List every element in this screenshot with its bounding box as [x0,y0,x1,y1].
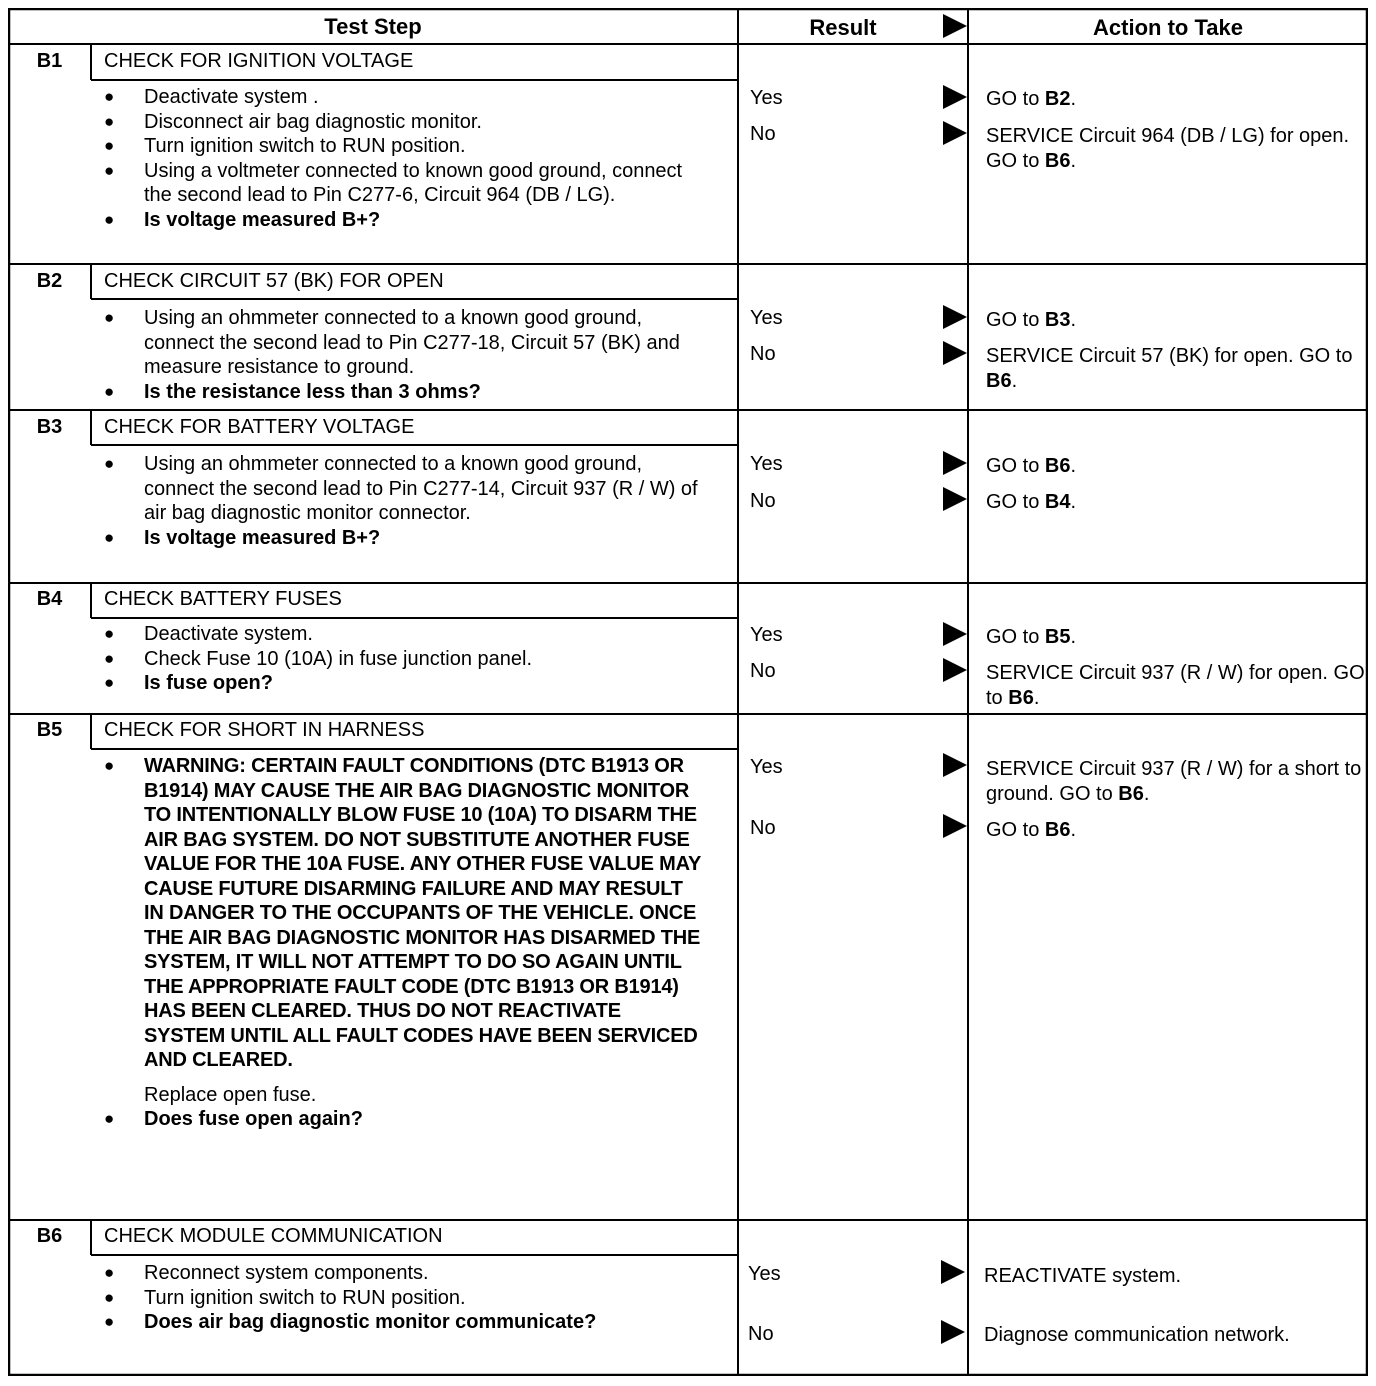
result-yes: Yes [750,307,783,329]
arrow-icon [943,658,967,682]
step-title: CHECK BATTERY FUSES [104,588,342,610]
step-items [104,1261,724,1335]
action-text: GO to B5. [986,626,1077,648]
step-question: ● Is voltage measured B+? [104,208,724,233]
arrow-icon [941,1320,965,1344]
arrow-icon [943,487,967,511]
step-question: ● Is the resistance less than 3 ohms? [104,380,724,405]
arrow-icon [943,85,967,109]
action-text: Diagnose communication network. [984,1324,1290,1346]
result-yes: Yes [750,87,783,109]
step-item: ● Reconnect system components. [104,1261,724,1286]
action-text: SERVICE Circuit 57 (BK) for open. GO to B6. [986,345,1353,392]
step-code: B2 [36,270,63,292]
step-item: ● Using a voltmeter connected to known good ground, connect the second lead to Pin C277-6, Circuit 964 (DB / LG). [104,159,704,208]
step-question: ● Does air bag diagnostic monitor communicate? [104,1310,724,1335]
step-item: ● Deactivate system. [104,622,724,647]
step-title: CHECK FOR IGNITION VOLTAGE [104,50,414,72]
arrow-icon [943,121,967,145]
arrow-icon [943,753,967,777]
step-item: ● Turn ignition switch to RUN position. [104,134,724,159]
diagnostic-table [8,8,1368,1376]
step-item: Replace open fuse. [144,1083,317,1106]
arrow-icon [943,341,967,365]
step-item: ● Turn ignition switch to RUN position. [104,1286,724,1311]
step-code: B6 [36,1225,63,1247]
result-yes: Yes [748,1263,781,1285]
step-item: ● Disconnect air bag diagnostic monitor. [104,110,724,135]
arrow-icon [943,451,967,475]
step-items [104,306,724,404]
step-items [104,622,724,696]
arrow-icon [943,814,967,838]
arrow-icon [943,622,967,646]
action-text: SERVICE Circuit 964 (DB / LG) for open. GO to B6. [986,125,1350,172]
result-yes: Yes [750,756,783,778]
step-question: ● Is fuse open? [104,671,724,696]
action-text: GO to B6. [986,455,1077,477]
action-text: GO to B3. [986,309,1077,331]
arrow-icon [943,14,967,38]
step-question: ● Does fuse open again? [104,1107,724,1132]
result-yes: Yes [750,453,783,475]
step-item: ● Deactivate system . [104,85,724,110]
header-test-step: Test Step [324,14,422,39]
step-title: CHECK MODULE COMMUNICATION [104,1225,443,1247]
action-text: SERVICE Circuit 937 (R / W) for open. GO to B6. [986,662,1365,709]
action-text: GO to B2. [986,88,1077,110]
result-no: No [750,660,776,682]
step-item: ● Check Fuse 10 (10A) in fuse junction panel. [104,647,724,672]
header-result: Result [809,15,877,40]
action-text: GO to B6. [986,819,1077,841]
step-code: B1 [36,50,63,72]
step-title: CHECK FOR BATTERY VOLTAGE [104,416,415,438]
arrow-icon [943,305,967,329]
step-item: ● Using an ohmmeter connected to a known good ground, connect the second lead to Pin C277-18, Circuit 57 (BK) and measure resistance to ground. [104,306,704,380]
result-no: No [750,817,776,839]
step-items [104,85,724,232]
arrow-icon [941,1260,965,1284]
step-question: ● Is voltage measured B+? [104,526,724,551]
action-text: REACTIVATE system. [984,1265,1182,1287]
step-code: B5 [36,719,63,741]
result-no: No [750,123,776,145]
step-items [104,754,724,1132]
step-code: B3 [36,416,63,438]
result-no: No [750,490,776,512]
result-no: No [750,343,776,365]
step-title: CHECK CIRCUIT 57 (BK) FOR OPEN [104,270,444,292]
action-text: SERVICE Circuit 937 (R / W) for a short to ground. GO to B6. [986,758,1362,805]
step-item: ● Using an ohmmeter connected to a known good ground, connect the second lead to Pin C277-14, Circuit 937 (R / W) of air bag diagnostic monitor connector. [104,452,704,526]
step-items [104,452,724,550]
action-text: GO to B4. [986,491,1077,513]
step-title: CHECK FOR SHORT IN HARNESS [104,719,425,741]
warning-text: ● WARNING: CERTAIN FAULT CONDITIONS (DTC B1913 OR B1914) MAY CAUSE THE AIR BAG DIAGNOSTIC MONITOR TO INTENTIONALLY BLOW FUSE 10 (10A) TO DISARM THE AIR BAG SYSTEM. DO NOT SUBSTITUTE ANOTHER FUSE VALUE FOR THE 10A FUSE. ANY OTHER FUSE VALUE MAY CAUSE FUTURE DISARMING FAILURE AND MAY RESULT IN DANGER TO THE OCCUPANTS OF THE VEHICLE. ONCE THE AIR BAG DIAGNOSTIC MONITOR HAS DISARMED THE SYSTEM, IT WILL NOT ATTEMPT TO DO SO AGAIN UNTIL THE APPROPRIATE FAULT CODE (DTC B1913 OR B1914) HAS BEEN CLEARED. THUS DO NOT REACTIVATE SYSTEM UNTIL ALL FAULT CODES HAVE BEEN SERVICED AND CLEARED. [104,754,704,1073]
step-code: B4 [36,588,63,610]
result-no: No [748,1323,774,1345]
header-action: Action to Take [1093,15,1243,40]
result-yes: Yes [750,624,783,646]
